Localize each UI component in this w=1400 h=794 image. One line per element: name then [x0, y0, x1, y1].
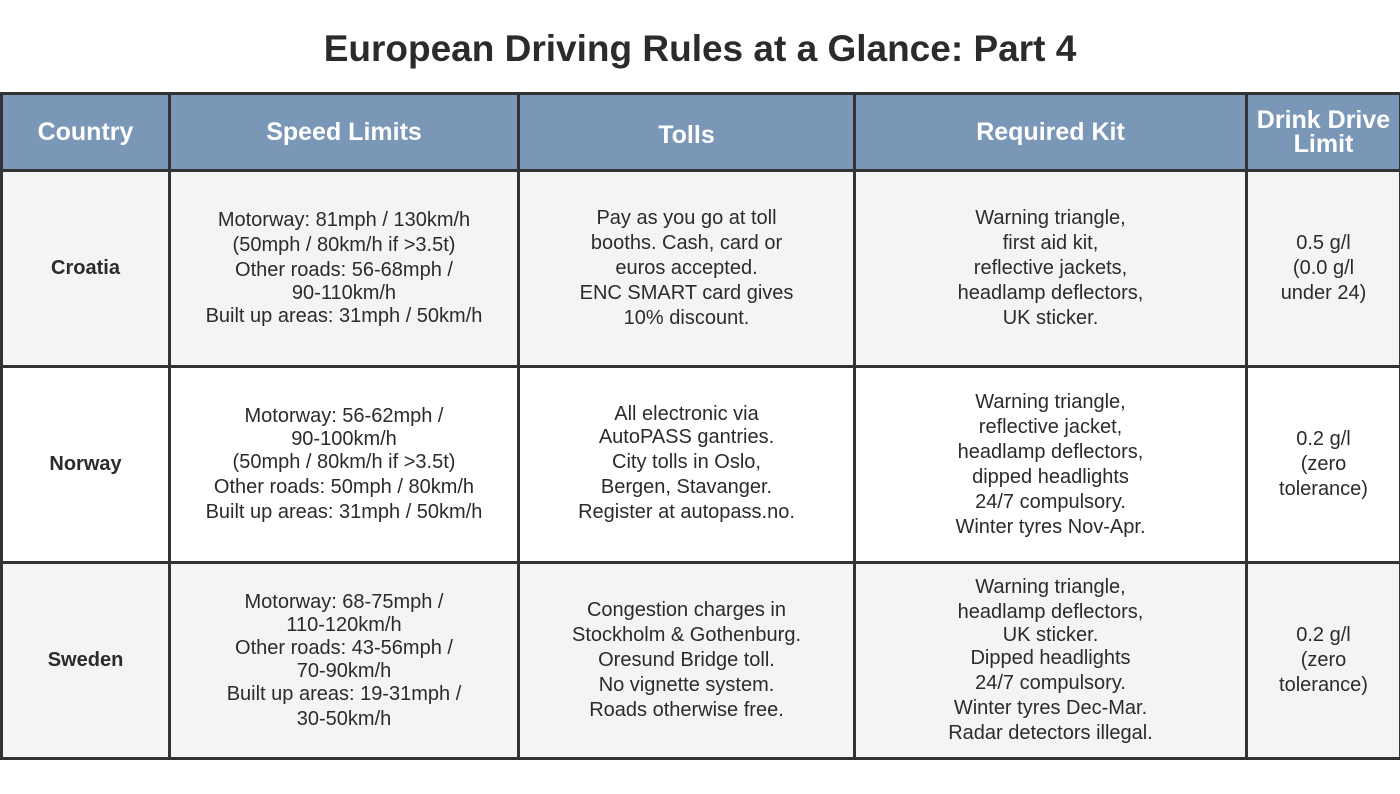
- required-kit-cell: [855, 171, 1247, 367]
- header-drink-drive-line-2: Limit: [1293, 130, 1354, 158]
- kit-line: Warning triangle,: [975, 390, 1126, 413]
- drink-drive-line: tolerance): [1279, 478, 1368, 500]
- tolls-line: All electronic via: [614, 403, 759, 425]
- tolls-line: AutoPASS gantries.: [598, 426, 775, 448]
- speed-line: 70-90km/h: [296, 659, 392, 682]
- driving-rules-table: [0, 92, 1400, 760]
- kit-line: reflective jacket,: [978, 415, 1123, 438]
- speed-line: (50mph / 80km/h if >3.5t): [232, 451, 456, 473]
- kit-line: first aid kit,: [1002, 232, 1099, 254]
- speed-limits-cell: [170, 171, 519, 367]
- drink-drive-line: under 24): [1280, 282, 1367, 304]
- speed-line: 90-100km/h: [291, 428, 397, 450]
- country-cell: Norway: [2, 367, 170, 563]
- kit-line: headlamp deflectors,: [957, 440, 1144, 463]
- header-drink-drive-limit: [1247, 94, 1400, 171]
- tolls-line: ENC SMART card gives: [579, 282, 794, 304]
- tolls-line: Oresund Bridge toll.: [598, 649, 775, 671]
- tolls-line: Stockholm & Gothenburg.: [571, 624, 801, 646]
- header-speed-limits: Speed Limits: [170, 94, 519, 171]
- kit-line: Radar detectors illegal.: [948, 722, 1153, 744]
- tolls-line: Congestion charges in: [586, 599, 786, 621]
- header-country: Country: [2, 94, 170, 171]
- kit-line: Dipped headlights: [970, 647, 1131, 669]
- kit-line: Winter tyres Dec-Mar.: [953, 697, 1148, 719]
- speed-line: 110-120km/h: [286, 613, 402, 636]
- header-required-kit: Required Kit: [855, 94, 1247, 171]
- drink-drive-line: (zero: [1300, 649, 1347, 671]
- drink-drive-line: 0.2 g/l: [1296, 428, 1351, 450]
- speed-line: 30-50km/h: [296, 707, 392, 730]
- tolls-cell: [519, 563, 855, 759]
- tolls-line: euros accepted.: [615, 257, 758, 279]
- speed-limits-cell: [170, 563, 519, 759]
- tolls-line: Register at autopass.no.: [578, 501, 795, 523]
- tolls-line: No vignette system.: [598, 674, 775, 696]
- required-kit-cell: [855, 563, 1247, 759]
- speed-line: Built up areas: 31mph / 50km/h: [205, 501, 483, 523]
- header-drink-drive-line-1: Drink Drive: [1256, 106, 1391, 134]
- tolls-line: booths. Cash, card or: [590, 232, 783, 254]
- tolls-line: Bergen, Stavanger.: [600, 476, 773, 498]
- speed-line: Other roads: 56-68mph /: [235, 259, 453, 281]
- drink-drive-cell: [1247, 171, 1400, 367]
- tolls-cell: [519, 367, 855, 563]
- table-row-norway: [2, 367, 1400, 563]
- drink-drive-cell: [1247, 367, 1400, 563]
- kit-line: headlamp deflectors,: [957, 282, 1144, 304]
- table-header-row: [2, 94, 1400, 171]
- tolls-line: Pay as you go at toll: [596, 207, 777, 229]
- drink-drive-line: tolerance): [1279, 674, 1368, 696]
- speed-line: (50mph / 80km/h if >3.5t): [232, 234, 456, 256]
- drink-drive-line: (0.0 g/l: [1292, 257, 1355, 279]
- drink-drive-line: (zero: [1300, 453, 1347, 475]
- kit-line: headlamp deflectors,: [957, 601, 1144, 623]
- table-row-croatia: [2, 171, 1400, 367]
- speed-line: 90-110km/h: [291, 282, 397, 304]
- kit-line: Winter tyres Nov-Apr.: [955, 515, 1146, 538]
- kit-line: reflective jackets,: [973, 257, 1128, 279]
- kit-line: Warning triangle,: [975, 576, 1126, 598]
- tolls-line: City tolls in Oslo,: [612, 451, 761, 473]
- speed-limits-cell: [170, 367, 519, 563]
- kit-line: UK sticker.: [1002, 624, 1099, 646]
- speed-line: Motorway: 81mph / 130km/h: [217, 209, 471, 231]
- kit-line: 24/7 compulsory.: [975, 672, 1126, 694]
- kit-line: dipped headlights: [972, 465, 1129, 488]
- speed-line: Motorway: 56-62mph /: [244, 405, 444, 427]
- speed-line: Built up areas: 31mph / 50km/h: [205, 305, 483, 327]
- country-cell: Croatia: [2, 171, 170, 367]
- speed-line: Motorway: 68-75mph /: [244, 590, 444, 613]
- required-kit-cell: [855, 367, 1247, 563]
- tolls-line: Roads otherwise free.: [589, 699, 784, 721]
- kit-line: UK sticker.: [1002, 307, 1099, 329]
- drink-drive-line: 0.2 g/l: [1296, 624, 1351, 646]
- drink-drive-cell: [1247, 563, 1400, 759]
- kit-line: Warning triangle,: [975, 207, 1126, 229]
- page-title: European Driving Rules at a Glance: Part 4: [323, 28, 1077, 69]
- kit-line: 24/7 compulsory.: [975, 490, 1126, 513]
- speed-line: Built up areas: 19-31mph /: [226, 682, 462, 705]
- drink-drive-line: 0.5 g/l: [1296, 232, 1351, 254]
- speed-line: Other roads: 50mph / 80km/h: [213, 476, 475, 498]
- tolls-cell: [519, 171, 855, 367]
- header-tolls: Tolls: [519, 94, 855, 171]
- tolls-line: 10% discount.: [623, 307, 750, 329]
- table-row-sweden: [2, 563, 1400, 759]
- speed-line: Other roads: 43-56mph /: [235, 636, 453, 659]
- country-cell: Sweden: [2, 563, 170, 759]
